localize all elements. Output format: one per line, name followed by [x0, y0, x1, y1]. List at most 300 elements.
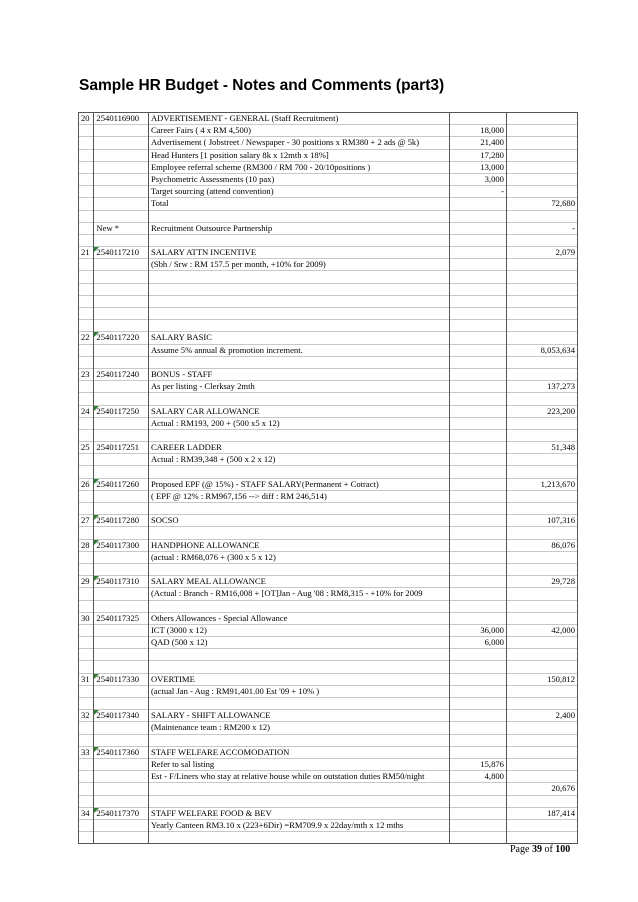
total-text: -: [572, 222, 575, 233]
total-cell: [506, 125, 577, 137]
account-code-cell: [94, 539, 149, 551]
description-text: CAREER LADDER: [150, 442, 222, 453]
description-cell: [148, 563, 449, 575]
total-cell: [506, 515, 577, 527]
amount-cell: [450, 771, 507, 783]
account-code-cell: [94, 466, 149, 478]
total-cell: [506, 637, 577, 649]
amount-cell: [450, 186, 507, 198]
account-code-cell: [94, 576, 149, 588]
page-footer: [510, 844, 570, 855]
account-code-text: 2540117250: [96, 405, 140, 416]
total-text: 29,728: [551, 576, 575, 587]
account-code-cell: [94, 527, 149, 539]
line-number-text: 26: [81, 478, 90, 489]
table-row: [79, 698, 578, 710]
amount-text: 15,876: [480, 759, 504, 770]
description-text: SOCSO: [150, 515, 179, 526]
total-cell: [506, 308, 577, 320]
comment-indicator-icon: [94, 247, 99, 252]
table-row: [79, 758, 578, 770]
budget-table: [78, 112, 578, 844]
line-number-cell: [79, 661, 94, 673]
description-cell: [148, 746, 449, 758]
description-cell: [148, 173, 449, 185]
description-text: Target sourcing (attend convention): [150, 186, 274, 197]
description-text: Career Fairs ( 4 x RM 4,500): [150, 125, 251, 136]
description-text: OVERTIME: [150, 673, 195, 684]
line-number-cell: [79, 222, 94, 234]
account-code-cell: [94, 783, 149, 795]
line-number-text: 23: [81, 369, 90, 380]
total-cell: [506, 771, 577, 783]
description-text: Yearly Canteen RM3.10 x (223+6Dir) =RM709.9 x 22day/mth x 12 mths: [150, 819, 404, 830]
line-number-cell: [79, 113, 94, 125]
budget-table-body: [79, 113, 578, 844]
description-cell: [148, 466, 449, 478]
total-cell: [506, 161, 577, 173]
amount-cell: [450, 429, 507, 441]
account-code-cell: [94, 698, 149, 710]
table-row: [79, 271, 578, 283]
amount-cell: [450, 795, 507, 807]
amount-cell: [450, 161, 507, 173]
amount-cell: [450, 234, 507, 246]
comment-indicator-icon: [94, 515, 99, 520]
line-number-cell: [79, 673, 94, 685]
total-cell: [506, 234, 577, 246]
description-cell: [148, 210, 449, 222]
description-cell: [148, 624, 449, 636]
description-cell: [148, 429, 449, 441]
description-text: SALARY BASIC: [150, 332, 212, 343]
table-row: [79, 393, 578, 405]
line-number-cell: [79, 649, 94, 661]
amount-cell: [450, 137, 507, 149]
description-text: BONUS - STAFF: [150, 369, 213, 380]
line-number-cell: [79, 125, 94, 137]
total-cell: [506, 685, 577, 697]
table-row: [79, 259, 578, 271]
total-cell: [506, 563, 577, 575]
account-code-text: 2540117330: [96, 673, 140, 684]
table-row: [79, 478, 578, 490]
description-cell: [148, 527, 449, 539]
line-number-cell: [79, 783, 94, 795]
table-row: [79, 137, 578, 149]
description-text: Psychometric Assessments (10 pax): [150, 174, 275, 185]
line-number-cell: [79, 612, 94, 624]
account-code-cell: [94, 819, 149, 831]
amount-cell: [450, 588, 507, 600]
description-cell: [148, 113, 449, 125]
amount-cell: [450, 308, 507, 320]
table-row: [79, 332, 578, 344]
line-number-cell: [79, 600, 94, 612]
account-code-text: 2540117260: [96, 478, 140, 489]
amount-cell: [450, 503, 507, 515]
total-cell: [506, 600, 577, 612]
line-number-cell: [79, 198, 94, 210]
table-row: [79, 442, 578, 454]
total-cell: [506, 819, 577, 831]
amount-cell: [450, 807, 507, 819]
table-row: [79, 173, 578, 185]
account-code-text: 2540117251: [96, 442, 140, 453]
line-number-text: 31: [81, 673, 90, 684]
line-number-cell: [79, 466, 94, 478]
account-code-cell: [94, 758, 149, 770]
description-text: Proposed EPF (@ 15%) - STAFF SALARY(Permanent + Cotract): [150, 478, 379, 489]
account-code-text: 2540117325: [96, 612, 140, 623]
line-number-cell: [79, 576, 94, 588]
description-text: (actual Jan - Aug : RM91,401.00 Est '09 + 10% ): [150, 685, 320, 696]
line-number-cell: [79, 563, 94, 575]
page-total: 100: [555, 844, 571, 855]
amount-cell: [450, 393, 507, 405]
description-text: Advertisement ( Jobstreet / Newspaper - 30 positions x RM380 + 2 ads @ 5k): [150, 137, 420, 148]
description-text: (actual : RM68,076 + (300 x 5 x 12): [150, 551, 276, 562]
total-cell: [506, 356, 577, 368]
description-cell: [148, 234, 449, 246]
description-text: Actual : RM193, 200 + (500 x5 x 12): [150, 417, 280, 428]
account-code-cell: [94, 490, 149, 502]
description-cell: [148, 417, 449, 429]
description-text: Assume 5% annual & promotion increment.: [150, 344, 303, 355]
table-row: [79, 125, 578, 137]
total-cell: [506, 576, 577, 588]
comment-indicator-icon: [94, 332, 99, 337]
page-of: of: [541, 844, 556, 855]
line-number-text: 29: [81, 576, 90, 587]
description-cell: [148, 576, 449, 588]
amount-text: 36,000: [480, 624, 504, 635]
total-text: 86,076: [551, 539, 575, 550]
line-number-cell: [79, 295, 94, 307]
total-text: 2,400: [555, 710, 575, 721]
description-cell: [148, 783, 449, 795]
line-number-cell: [79, 332, 94, 344]
amount-cell: [450, 381, 507, 393]
amount-text: 13,000: [480, 161, 504, 172]
account-code-cell: [94, 259, 149, 271]
account-code-cell: [94, 393, 149, 405]
total-text: 107,316: [547, 515, 575, 526]
line-number-cell: [79, 344, 94, 356]
amount-cell: [450, 758, 507, 770]
total-cell: [506, 186, 577, 198]
line-number-cell: [79, 417, 94, 429]
table-row: [79, 295, 578, 307]
total-cell: [506, 295, 577, 307]
account-code-cell: [94, 356, 149, 368]
description-cell: [148, 722, 449, 734]
description-cell: [148, 222, 449, 234]
total-cell: [506, 149, 577, 161]
line-number-cell: [79, 320, 94, 332]
account-code-cell: [94, 247, 149, 259]
page-prefix: Page: [510, 844, 532, 855]
account-code-cell: [94, 198, 149, 210]
total-text: 51,348: [551, 442, 575, 453]
total-cell: [506, 466, 577, 478]
line-number-cell: [79, 137, 94, 149]
amount-cell: [450, 600, 507, 612]
line-number-cell: [79, 746, 94, 758]
account-code-cell: [94, 210, 149, 222]
amount-cell: [450, 685, 507, 697]
line-number-text: 25: [81, 442, 90, 453]
total-cell: [506, 734, 577, 746]
line-number-cell: [79, 527, 94, 539]
amount-cell: [450, 710, 507, 722]
amount-cell: [450, 173, 507, 185]
total-cell: [506, 393, 577, 405]
description-cell: [148, 832, 449, 844]
account-code-cell: [94, 344, 149, 356]
description-cell: [148, 795, 449, 807]
table-row: [79, 405, 578, 417]
line-number-text: 24: [81, 405, 90, 416]
total-cell: [506, 649, 577, 661]
account-code-cell: [94, 649, 149, 661]
description-cell: [148, 393, 449, 405]
total-cell: [506, 259, 577, 271]
total-cell: [506, 832, 577, 844]
account-code-cell: [94, 442, 149, 454]
account-code-cell: [94, 624, 149, 636]
line-number-cell: [79, 588, 94, 600]
total-cell: [506, 710, 577, 722]
line-number-cell: [79, 247, 94, 259]
total-cell: [506, 722, 577, 734]
amount-cell: [450, 210, 507, 222]
line-number-text: 21: [81, 247, 90, 258]
amount-cell: [450, 563, 507, 575]
amount-cell: [450, 539, 507, 551]
line-number-text: 27: [81, 515, 90, 526]
account-code-cell: [94, 832, 149, 844]
line-number-text: 34: [81, 807, 90, 818]
line-number-text: 28: [81, 539, 90, 550]
total-text: 1,213,670: [540, 478, 575, 489]
amount-cell: [450, 442, 507, 454]
line-number-cell: [79, 698, 94, 710]
account-code-text: 2540116900: [96, 113, 140, 124]
amount-text: 18,000: [480, 125, 504, 136]
total-cell: [506, 173, 577, 185]
line-number-cell: [79, 161, 94, 173]
amount-cell: [450, 661, 507, 673]
amount-cell: [450, 612, 507, 624]
total-cell: [506, 758, 577, 770]
total-cell: [506, 137, 577, 149]
account-code-text: 2540117370: [96, 807, 140, 818]
description-cell: [148, 661, 449, 673]
amount-cell: [450, 624, 507, 636]
description-text: Actual : RM39,348 + (500 x 2 x 12): [150, 454, 276, 465]
amount-text: 3,000: [484, 174, 504, 185]
description-cell: [148, 588, 449, 600]
description-text: SALARY ATTN INCENTIVE: [150, 247, 257, 258]
table-row: [79, 576, 578, 588]
total-cell: [506, 344, 577, 356]
description-cell: [148, 259, 449, 271]
amount-cell: [450, 417, 507, 429]
account-code-cell: [94, 234, 149, 246]
comment-indicator-icon: [94, 406, 99, 411]
account-code-text: New *: [96, 222, 120, 233]
table-row: [79, 283, 578, 295]
total-text: 42,000: [551, 624, 575, 635]
total-cell: [506, 381, 577, 393]
table-row: [79, 308, 578, 320]
description-text: As per listing - Clerksay 2mth: [150, 381, 255, 392]
amount-cell: [450, 113, 507, 125]
table-row: [79, 381, 578, 393]
amount-cell: [450, 698, 507, 710]
description-cell: [148, 515, 449, 527]
table-row: [79, 600, 578, 612]
line-number-text: 32: [81, 710, 90, 721]
total-cell: [506, 320, 577, 332]
account-code-cell: [94, 685, 149, 697]
description-cell: [148, 356, 449, 368]
line-number-cell: [79, 503, 94, 515]
description-cell: [148, 308, 449, 320]
account-code-text: 2540117280: [96, 515, 140, 526]
comment-indicator-icon: [94, 540, 99, 545]
table-row: [79, 795, 578, 807]
account-code-cell: [94, 563, 149, 575]
total-cell: [506, 588, 577, 600]
description-text: HANDPHONE ALLOWANCE: [150, 539, 260, 550]
description-text: (Maintenance team : RM200 x 12): [150, 722, 271, 733]
table-row: [79, 161, 578, 173]
total-cell: [506, 417, 577, 429]
amount-cell: [450, 368, 507, 380]
account-code-cell: [94, 503, 149, 515]
account-code-cell: [94, 661, 149, 673]
table-row: [79, 515, 578, 527]
table-row: [79, 819, 578, 831]
description-cell: [148, 320, 449, 332]
amount-cell: [450, 247, 507, 259]
line-number-cell: [79, 807, 94, 819]
line-number-cell: [79, 210, 94, 222]
total-cell: [506, 612, 577, 624]
line-number-cell: [79, 283, 94, 295]
account-code-cell: [94, 746, 149, 758]
account-code-cell: [94, 173, 149, 185]
account-code-text: 2540117210: [96, 247, 140, 258]
line-number-cell: [79, 758, 94, 770]
total-text: 223,200: [547, 405, 575, 416]
description-cell: [148, 271, 449, 283]
page-number: 39: [531, 844, 542, 855]
line-number-cell: [79, 710, 94, 722]
comment-indicator-icon: [94, 808, 99, 813]
total-cell: [506, 210, 577, 222]
description-cell: [148, 344, 449, 356]
total-cell: [506, 198, 577, 210]
account-code-cell: [94, 417, 149, 429]
account-code-cell: [94, 612, 149, 624]
table-row: [79, 539, 578, 551]
total-cell: [506, 332, 577, 344]
table-row: [79, 637, 578, 649]
description-cell: [148, 551, 449, 563]
table-row: [79, 746, 578, 758]
description-cell: [148, 405, 449, 417]
account-code-cell: [94, 807, 149, 819]
description-cell: [148, 368, 449, 380]
table-row: [79, 771, 578, 783]
table-row: [79, 783, 578, 795]
table-row: [79, 320, 578, 332]
account-code-cell: [94, 137, 149, 149]
account-code-cell: [94, 673, 149, 685]
amount-cell: [450, 222, 507, 234]
table-row: [79, 661, 578, 673]
description-cell: [148, 710, 449, 722]
line-number-cell: [79, 515, 94, 527]
description-text: Recruitment Outsource Partnership: [150, 222, 273, 233]
total-cell: [506, 478, 577, 490]
table-row: [79, 198, 578, 210]
line-number-cell: [79, 186, 94, 198]
total-cell: [506, 783, 577, 795]
account-code-cell: [94, 308, 149, 320]
table-row: [79, 234, 578, 246]
account-code-cell: [94, 734, 149, 746]
description-cell: [148, 283, 449, 295]
amount-cell: [450, 734, 507, 746]
description-cell: [148, 539, 449, 551]
description-cell: [148, 332, 449, 344]
account-code-cell: [94, 478, 149, 490]
amount-cell: [450, 783, 507, 795]
line-number-text: 22: [81, 332, 90, 343]
line-number-cell: [79, 173, 94, 185]
table-row: [79, 832, 578, 844]
account-code-cell: [94, 186, 149, 198]
total-cell: [506, 698, 577, 710]
line-number-cell: [79, 832, 94, 844]
total-cell: [506, 503, 577, 515]
description-cell: [148, 734, 449, 746]
amount-cell: [450, 405, 507, 417]
account-code-cell: [94, 795, 149, 807]
description-cell: [148, 247, 449, 259]
line-number-cell: [79, 356, 94, 368]
line-number-cell: [79, 685, 94, 697]
amount-cell: [450, 649, 507, 661]
description-text: ICT (3000 x 12): [150, 624, 207, 635]
total-cell: [506, 368, 577, 380]
table-row: [79, 612, 578, 624]
table-row: [79, 722, 578, 734]
account-code-cell: [94, 222, 149, 234]
table-row: [79, 710, 578, 722]
table-row: [79, 149, 578, 161]
amount-text: 21,400: [480, 137, 504, 148]
total-cell: [506, 405, 577, 417]
account-code-cell: [94, 271, 149, 283]
description-text: STAFF WELFARE ACCOMODATION: [150, 746, 290, 757]
amount-cell: [450, 332, 507, 344]
account-code-cell: [94, 113, 149, 125]
